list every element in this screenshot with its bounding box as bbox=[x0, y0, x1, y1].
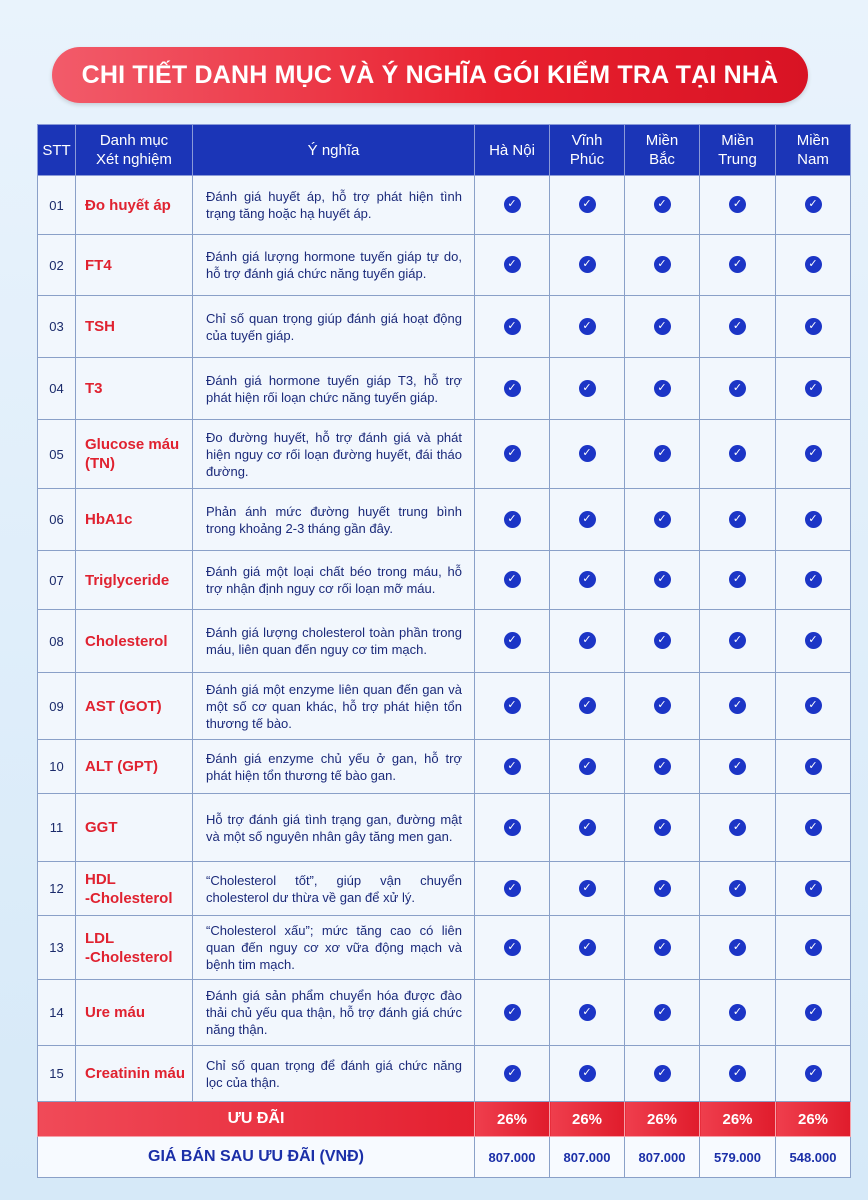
row-meaning: Đánh giá enzyme chủ yếu ở gan, hỗ trợ phát hiện tổn thương tế bào gan. bbox=[193, 740, 475, 794]
check-circle-icon: ✓ bbox=[579, 939, 596, 956]
check-circle-icon: ✓ bbox=[654, 880, 671, 897]
table-row bbox=[38, 176, 851, 235]
promo-value: 26% bbox=[625, 1102, 700, 1137]
check-circle-icon: ✓ bbox=[729, 318, 746, 335]
check-circle-icon: ✓ bbox=[805, 1004, 822, 1021]
row-test-name-line2: -Cholesterol bbox=[85, 889, 173, 907]
check-circle-icon: ✓ bbox=[579, 1065, 596, 1082]
row-test-name-line1: Glucose máu bbox=[85, 436, 180, 453]
row-availability bbox=[776, 794, 851, 862]
row-meaning: “Cholesterol xấu”; mức tăng cao có liên quan đến nguy cơ xơ vữa động mạch và bệnh tim mạch. bbox=[193, 916, 475, 980]
row-availability bbox=[625, 235, 700, 296]
row-stt: 08 bbox=[38, 610, 76, 673]
row-test-name bbox=[76, 358, 193, 420]
header-meaning: Ý nghĩa bbox=[193, 125, 475, 176]
test-package-table bbox=[37, 124, 851, 1178]
header-category-line1: Danh mục bbox=[99, 132, 169, 149]
check-circle-icon: ✓ bbox=[504, 1065, 521, 1082]
row-meaning: Đánh giá lượng hormone tuyến giáp tự do, hỗ trợ đánh giá chức năng tuyến giáp. bbox=[193, 235, 475, 296]
row-availability bbox=[700, 1046, 776, 1102]
row-meaning: Đo đường huyết, hỗ trợ đánh giá và phát hiện nguy cơ rối loạn đường huyết, đái tháo đường. bbox=[193, 420, 475, 489]
table-row bbox=[38, 420, 851, 489]
row-availability bbox=[776, 235, 851, 296]
check-circle-icon: ✓ bbox=[805, 697, 822, 714]
row-test-name-line1: Creatinin máu bbox=[85, 1065, 186, 1082]
row-availability bbox=[625, 740, 700, 794]
check-circle-icon: ✓ bbox=[729, 939, 746, 956]
row-stt: 12 bbox=[38, 862, 76, 916]
check-circle-icon: ✓ bbox=[729, 880, 746, 897]
row-availability bbox=[475, 610, 550, 673]
row-stt: 01 bbox=[38, 176, 76, 235]
row-stt: 15 bbox=[38, 1046, 76, 1102]
row-test-name bbox=[76, 980, 193, 1046]
row-availability bbox=[550, 740, 625, 794]
row-test-name-line1: HDL bbox=[85, 870, 116, 888]
check-circle-icon: ✓ bbox=[729, 1004, 746, 1021]
row-test-name-line1: Đo huyết áp bbox=[85, 196, 171, 214]
row-availability bbox=[625, 610, 700, 673]
row-availability bbox=[776, 1046, 851, 1102]
row-availability bbox=[625, 420, 700, 489]
row-availability bbox=[550, 489, 625, 551]
row-test-name-line1: Triglyceride bbox=[85, 571, 170, 589]
check-circle-icon: ✓ bbox=[504, 380, 521, 397]
row-meaning: Chỉ số quan trọng giúp đánh giá hoạt động của tuyến giáp. bbox=[193, 296, 475, 358]
row-availability bbox=[776, 740, 851, 794]
check-circle-icon: ✓ bbox=[729, 632, 746, 649]
check-circle-icon: ✓ bbox=[805, 318, 822, 335]
row-stt: 04 bbox=[38, 358, 76, 420]
check-circle-icon: ✓ bbox=[729, 256, 746, 273]
row-availability bbox=[550, 862, 625, 916]
row-availability bbox=[776, 176, 851, 235]
check-circle-icon: ✓ bbox=[654, 939, 671, 956]
header-stt: STT bbox=[38, 125, 76, 176]
row-availability bbox=[550, 235, 625, 296]
check-circle-icon: ✓ bbox=[805, 571, 822, 588]
row-availability bbox=[776, 916, 851, 980]
table-row bbox=[38, 740, 851, 794]
promo-value: 26% bbox=[776, 1102, 851, 1137]
check-circle-icon: ✓ bbox=[579, 256, 596, 273]
row-test-name-line1: Cholesterol bbox=[85, 632, 168, 650]
table-row bbox=[38, 980, 851, 1046]
table-row bbox=[38, 916, 851, 980]
row-availability bbox=[700, 296, 776, 358]
row-availability bbox=[776, 551, 851, 610]
row-availability bbox=[700, 862, 776, 916]
row-availability bbox=[625, 1046, 700, 1102]
check-circle-icon: ✓ bbox=[654, 511, 671, 528]
check-circle-icon: ✓ bbox=[654, 380, 671, 397]
row-availability bbox=[625, 862, 700, 916]
check-circle-icon: ✓ bbox=[654, 571, 671, 588]
check-circle-icon: ✓ bbox=[805, 819, 822, 836]
check-circle-icon: ✓ bbox=[729, 196, 746, 213]
row-test-name bbox=[76, 235, 193, 296]
row-stt: 07 bbox=[38, 551, 76, 610]
row-meaning: Chỉ số quan trọng để đánh giá chức năng lọc của thận. bbox=[193, 1046, 475, 1102]
row-test-name-line1: GGT bbox=[85, 819, 118, 836]
row-availability bbox=[625, 296, 700, 358]
row-meaning: Đánh giá một loại chất béo trong máu, hỗ trợ nhận định nguy cơ rối loạn mỡ máu. bbox=[193, 551, 475, 610]
check-circle-icon: ✓ bbox=[504, 196, 521, 213]
table-row bbox=[38, 296, 851, 358]
row-availability bbox=[776, 358, 851, 420]
row-test-name-line2: -Cholesterol bbox=[85, 948, 173, 966]
header-category bbox=[76, 125, 193, 176]
row-availability bbox=[776, 420, 851, 489]
table-row bbox=[38, 794, 851, 862]
header-region-line1: Vĩnh bbox=[571, 132, 603, 149]
header-region-line2: Phúc bbox=[569, 151, 605, 168]
row-availability bbox=[550, 610, 625, 673]
check-circle-icon: ✓ bbox=[504, 571, 521, 588]
row-availability bbox=[700, 916, 776, 980]
check-circle-icon: ✓ bbox=[579, 318, 596, 335]
check-circle-icon: ✓ bbox=[805, 758, 822, 775]
row-availability bbox=[700, 980, 776, 1046]
check-circle-icon: ✓ bbox=[805, 196, 822, 213]
check-circle-icon: ✓ bbox=[654, 1065, 671, 1082]
row-meaning: Đánh giá một enzyme liên quan đến gan và một số cơ quan khác, hỗ trợ phát hiện tổn thương tế bào. bbox=[193, 673, 475, 740]
row-availability bbox=[475, 980, 550, 1046]
table-row bbox=[38, 673, 851, 740]
check-circle-icon: ✓ bbox=[729, 511, 746, 528]
price-row bbox=[38, 1137, 851, 1178]
check-circle-icon: ✓ bbox=[654, 758, 671, 775]
check-circle-icon: ✓ bbox=[729, 445, 746, 462]
row-test-name-line1: ALT (GPT) bbox=[85, 758, 159, 775]
row-availability bbox=[776, 980, 851, 1046]
check-circle-icon: ✓ bbox=[805, 511, 822, 528]
promo-value: 26% bbox=[475, 1102, 550, 1137]
check-circle-icon: ✓ bbox=[579, 632, 596, 649]
price-value: 548.000 bbox=[776, 1137, 851, 1178]
check-circle-icon: ✓ bbox=[579, 697, 596, 714]
check-circle-icon: ✓ bbox=[805, 1065, 822, 1082]
row-test-name-line1: Ure máu bbox=[85, 1004, 146, 1021]
row-availability bbox=[776, 862, 851, 916]
check-circle-icon: ✓ bbox=[729, 819, 746, 836]
table-header bbox=[38, 125, 851, 176]
header-region-vinh-phuc bbox=[550, 125, 625, 176]
check-circle-icon: ✓ bbox=[654, 445, 671, 462]
price-value: 579.000 bbox=[700, 1137, 776, 1178]
check-circle-icon: ✓ bbox=[805, 445, 822, 462]
check-circle-icon: ✓ bbox=[654, 196, 671, 213]
row-availability bbox=[625, 673, 700, 740]
row-test-name bbox=[76, 296, 193, 358]
check-circle-icon: ✓ bbox=[504, 758, 521, 775]
check-circle-icon: ✓ bbox=[805, 939, 822, 956]
row-availability bbox=[550, 420, 625, 489]
promo-value: 26% bbox=[700, 1102, 776, 1137]
check-circle-icon: ✓ bbox=[579, 819, 596, 836]
check-circle-icon: ✓ bbox=[729, 1065, 746, 1082]
row-availability bbox=[475, 1046, 550, 1102]
row-stt: 02 bbox=[38, 235, 76, 296]
price-value: 807.000 bbox=[550, 1137, 625, 1178]
row-test-name-line1: T3 bbox=[85, 380, 103, 397]
row-meaning: Đánh giá lượng cholesterol toàn phần trong máu, liên quan đến nguy cơ tim mạch. bbox=[193, 610, 475, 673]
check-circle-icon: ✓ bbox=[805, 632, 822, 649]
row-stt: 11 bbox=[38, 794, 76, 862]
row-availability bbox=[550, 1046, 625, 1102]
check-circle-icon: ✓ bbox=[654, 318, 671, 335]
row-availability bbox=[700, 794, 776, 862]
check-circle-icon: ✓ bbox=[504, 318, 521, 335]
check-circle-icon: ✓ bbox=[504, 632, 521, 649]
row-test-name bbox=[76, 176, 193, 235]
check-circle-icon: ✓ bbox=[654, 819, 671, 836]
row-availability bbox=[550, 358, 625, 420]
row-availability bbox=[776, 489, 851, 551]
row-meaning: Đánh giá sản phẩm chuyển hóa được đào thải chủ yếu qua thận, hỗ trợ đánh giá chức năng thận. bbox=[193, 980, 475, 1046]
row-test-name bbox=[76, 794, 193, 862]
row-availability bbox=[625, 176, 700, 235]
row-availability bbox=[475, 551, 550, 610]
row-availability bbox=[475, 235, 550, 296]
page-title: CHI TIẾT DANH MỤC VÀ Ý NGHĨA GÓI KIỂM TRA TẠI NHÀ bbox=[52, 47, 808, 103]
row-availability bbox=[625, 916, 700, 980]
header-region-mien-bac bbox=[625, 125, 700, 176]
row-stt: 09 bbox=[38, 673, 76, 740]
row-availability bbox=[550, 176, 625, 235]
promo-value: 26% bbox=[550, 1102, 625, 1137]
check-circle-icon: ✓ bbox=[654, 256, 671, 273]
row-test-name bbox=[76, 420, 193, 489]
price-label: GIÁ BÁN SAU ƯU ĐÃI (VNĐ) bbox=[38, 1137, 475, 1178]
row-availability bbox=[700, 740, 776, 794]
check-circle-icon: ✓ bbox=[504, 819, 521, 836]
row-meaning: “Cholesterol tốt”, giúp vận chuyển cholesterol dư thừa về gan để xử lý. bbox=[193, 862, 475, 916]
row-availability bbox=[550, 296, 625, 358]
row-test-name bbox=[76, 916, 193, 980]
row-availability bbox=[700, 673, 776, 740]
check-circle-icon: ✓ bbox=[654, 1004, 671, 1021]
check-circle-icon: ✓ bbox=[729, 697, 746, 714]
row-meaning: Đánh giá huyết áp, hỗ trợ phát hiện tình trạng tăng hoặc hạ huyết áp. bbox=[193, 176, 475, 235]
row-availability bbox=[475, 862, 550, 916]
header-region-mien-trung bbox=[700, 125, 776, 176]
row-test-name bbox=[76, 489, 193, 551]
row-test-name-line1: HbA1c bbox=[85, 511, 133, 528]
row-test-name-line2: (TN) bbox=[85, 455, 115, 472]
check-circle-icon: ✓ bbox=[579, 196, 596, 213]
price-value: 807.000 bbox=[625, 1137, 700, 1178]
header-region-line1: Miền bbox=[721, 132, 754, 149]
row-availability bbox=[700, 235, 776, 296]
check-circle-icon: ✓ bbox=[579, 511, 596, 528]
check-circle-icon: ✓ bbox=[729, 758, 746, 775]
row-availability bbox=[550, 916, 625, 980]
row-availability bbox=[550, 794, 625, 862]
row-meaning: Đánh giá hormone tuyến giáp T3, hỗ trợ phát hiện rối loạn chức năng tuyến giáp. bbox=[193, 358, 475, 420]
row-availability bbox=[700, 610, 776, 673]
promo-label: ƯU ĐÃI bbox=[38, 1102, 475, 1137]
header-region-mien-nam bbox=[776, 125, 851, 176]
check-circle-icon: ✓ bbox=[579, 571, 596, 588]
row-availability bbox=[776, 610, 851, 673]
row-test-name bbox=[76, 551, 193, 610]
check-circle-icon: ✓ bbox=[504, 511, 521, 528]
check-circle-icon: ✓ bbox=[579, 880, 596, 897]
row-availability bbox=[550, 980, 625, 1046]
check-circle-icon: ✓ bbox=[654, 632, 671, 649]
row-stt: 10 bbox=[38, 740, 76, 794]
row-availability bbox=[776, 673, 851, 740]
check-circle-icon: ✓ bbox=[729, 571, 746, 588]
check-circle-icon: ✓ bbox=[805, 380, 822, 397]
row-stt: 14 bbox=[38, 980, 76, 1046]
check-circle-icon: ✓ bbox=[504, 880, 521, 897]
row-availability bbox=[475, 916, 550, 980]
check-circle-icon: ✓ bbox=[504, 256, 521, 273]
table-row bbox=[38, 489, 851, 551]
table-row bbox=[38, 1046, 851, 1102]
check-circle-icon: ✓ bbox=[805, 256, 822, 273]
check-circle-icon: ✓ bbox=[579, 758, 596, 775]
header-category-line2: Xét nghiệm bbox=[96, 151, 172, 168]
row-availability bbox=[550, 551, 625, 610]
row-availability bbox=[475, 176, 550, 235]
row-availability bbox=[700, 358, 776, 420]
check-circle-icon: ✓ bbox=[504, 939, 521, 956]
row-test-name bbox=[76, 1046, 193, 1102]
check-circle-icon: ✓ bbox=[504, 1004, 521, 1021]
check-circle-icon: ✓ bbox=[504, 445, 521, 462]
row-test-name-line1: TSH bbox=[85, 318, 115, 335]
row-availability bbox=[625, 358, 700, 420]
header-region-line2: Nam bbox=[797, 151, 829, 168]
check-circle-icon: ✓ bbox=[729, 380, 746, 397]
row-availability bbox=[475, 420, 550, 489]
row-availability bbox=[700, 489, 776, 551]
promo-row bbox=[38, 1102, 851, 1137]
header-region-ha-noi bbox=[475, 125, 550, 176]
row-stt: 05 bbox=[38, 420, 76, 489]
header-region-line2: Bắc bbox=[649, 151, 675, 168]
check-circle-icon: ✓ bbox=[579, 380, 596, 397]
row-meaning: Hỗ trợ đánh giá tình trạng gan, đường mật và một số nguyên nhân gây tăng men gan. bbox=[193, 794, 475, 862]
table-row bbox=[38, 358, 851, 420]
row-meaning: Phản ánh mức đường huyết trung bình trong khoảng 2-3 tháng gần đây. bbox=[193, 489, 475, 551]
table-row bbox=[38, 862, 851, 916]
check-circle-icon: ✓ bbox=[805, 880, 822, 897]
row-stt: 06 bbox=[38, 489, 76, 551]
check-circle-icon: ✓ bbox=[654, 697, 671, 714]
row-test-name-line1: LDL bbox=[85, 929, 115, 947]
row-availability bbox=[475, 296, 550, 358]
row-test-name-line1: FT4 bbox=[85, 256, 112, 274]
row-availability bbox=[475, 358, 550, 420]
row-availability bbox=[475, 740, 550, 794]
row-availability bbox=[625, 980, 700, 1046]
table-row bbox=[38, 235, 851, 296]
row-availability bbox=[700, 551, 776, 610]
row-test-name-line1: AST (GOT) bbox=[85, 697, 162, 715]
header-region-line1: Hà Nội bbox=[489, 141, 535, 159]
table-row bbox=[38, 610, 851, 673]
row-availability bbox=[475, 794, 550, 862]
row-test-name bbox=[76, 610, 193, 673]
row-stt: 13 bbox=[38, 916, 76, 980]
row-availability bbox=[776, 296, 851, 358]
check-circle-icon: ✓ bbox=[504, 697, 521, 714]
row-availability bbox=[475, 489, 550, 551]
check-circle-icon: ✓ bbox=[579, 1004, 596, 1021]
table-row bbox=[38, 551, 851, 610]
row-test-name bbox=[76, 740, 193, 794]
header-region-line2: Trung bbox=[718, 151, 757, 168]
row-availability bbox=[625, 794, 700, 862]
row-availability bbox=[700, 420, 776, 489]
header-region-line1: Miền bbox=[796, 132, 830, 149]
row-availability bbox=[625, 551, 700, 610]
row-availability bbox=[625, 489, 700, 551]
price-value: 807.000 bbox=[475, 1137, 550, 1178]
row-availability bbox=[700, 176, 776, 235]
row-availability bbox=[550, 673, 625, 740]
header-region-line1: Miền bbox=[645, 132, 679, 149]
row-test-name bbox=[76, 673, 193, 740]
row-availability bbox=[475, 673, 550, 740]
check-circle-icon: ✓ bbox=[579, 445, 596, 462]
row-test-name bbox=[76, 862, 193, 916]
row-stt: 03 bbox=[38, 296, 76, 358]
